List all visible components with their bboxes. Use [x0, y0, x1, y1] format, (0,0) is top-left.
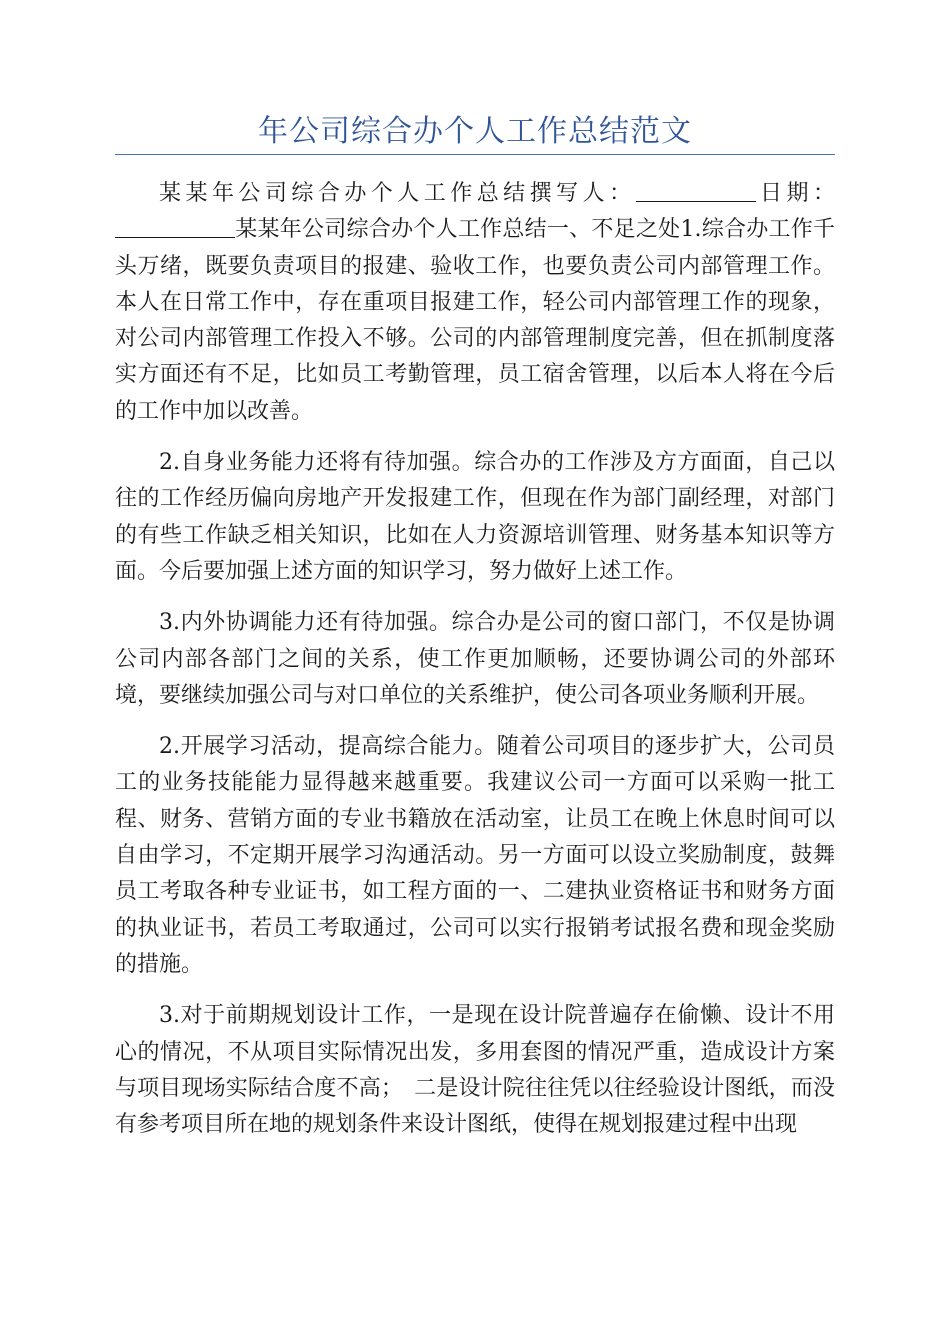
paragraph: 2.自身业务能力还将有待加强。综合办的工作涉及方方面面，自己以往的工作经历偏向房地产开发报建工作，但现在作为部门副经理，对部门的有些工作缺乏相关知识，比如在人力资源培训管理、财务基本知识等方面。今后要加强上述方面的知识学习，努力做好上述工作。 — [115, 450, 835, 584]
author-blank — [636, 179, 756, 202]
document-title: 年公司综合办个人工作总结范文 — [258, 114, 692, 149]
title-underline — [115, 154, 835, 155]
paragraph-intro — [115, 176, 835, 430]
document-body — [115, 176, 835, 1158]
author-label: 某某年公司综合办个人工作总结撰写人： — [159, 181, 636, 206]
date-label: 日期： — [755, 181, 835, 206]
date-blank — [115, 215, 235, 238]
paragraph: 3.内外协调能力还有待加强。综合办是公司的窗口部门，不仅是协调公司内部各部门之间的关系，使工作更加顺畅，还要协调公司的外部环境，要继续加强公司与对口单位的关系维护，使公司各项业务顺利开展。 — [115, 610, 835, 708]
paragraph: 2.开展学习活动，提高综合能力。随着公司项目的逐步扩大，公司员工的业务技能能力显得越来越重要。我建议公司一方面可以采购一批工程、财务、营销方面的专业书籍放在活动室，让员工在晚上休息时间可以自由学习，不定期开展学习沟通活动。另一方面可以设立奖励制度，鼓舞员工考取各种专业证书，如工程方面的一、二建执业资格证书和财务方面的执业证书，若员工考取通过，公司可以实行报销考试报名费和现金奖励的措施。 — [115, 734, 835, 977]
paragraph-intro-text: 某某年公司综合办个人工作总结一、不足之处1.综合办工作千头万绪，既要负责项目的报建、验收工作，也要负责公司内部管理工作。本人在日常工作中，存在重项目报建工作，轻公司内部管理工作的现象，对公司内部管理工作投入不够。公司的内部管理制度完善，但在抓制度落实方面还有不足，比如员工考勤管理，员工宿舍管理，以后本人将在今后的工作中加以改善。 — [115, 217, 835, 424]
paragraph: 3.对于前期规划设计工作，一是现在设计院普遍存在偷懒、设计不用心的情况，不从项目实际情况出发，多用套图的情况严重，造成设计方案与项目现场实际结合度不高； 二是设计院往往凭以往经验设计图纸，而没有参考项目所在地的规划条件来设计图纸，使得在规划报建过程中出现 — [115, 1003, 835, 1138]
